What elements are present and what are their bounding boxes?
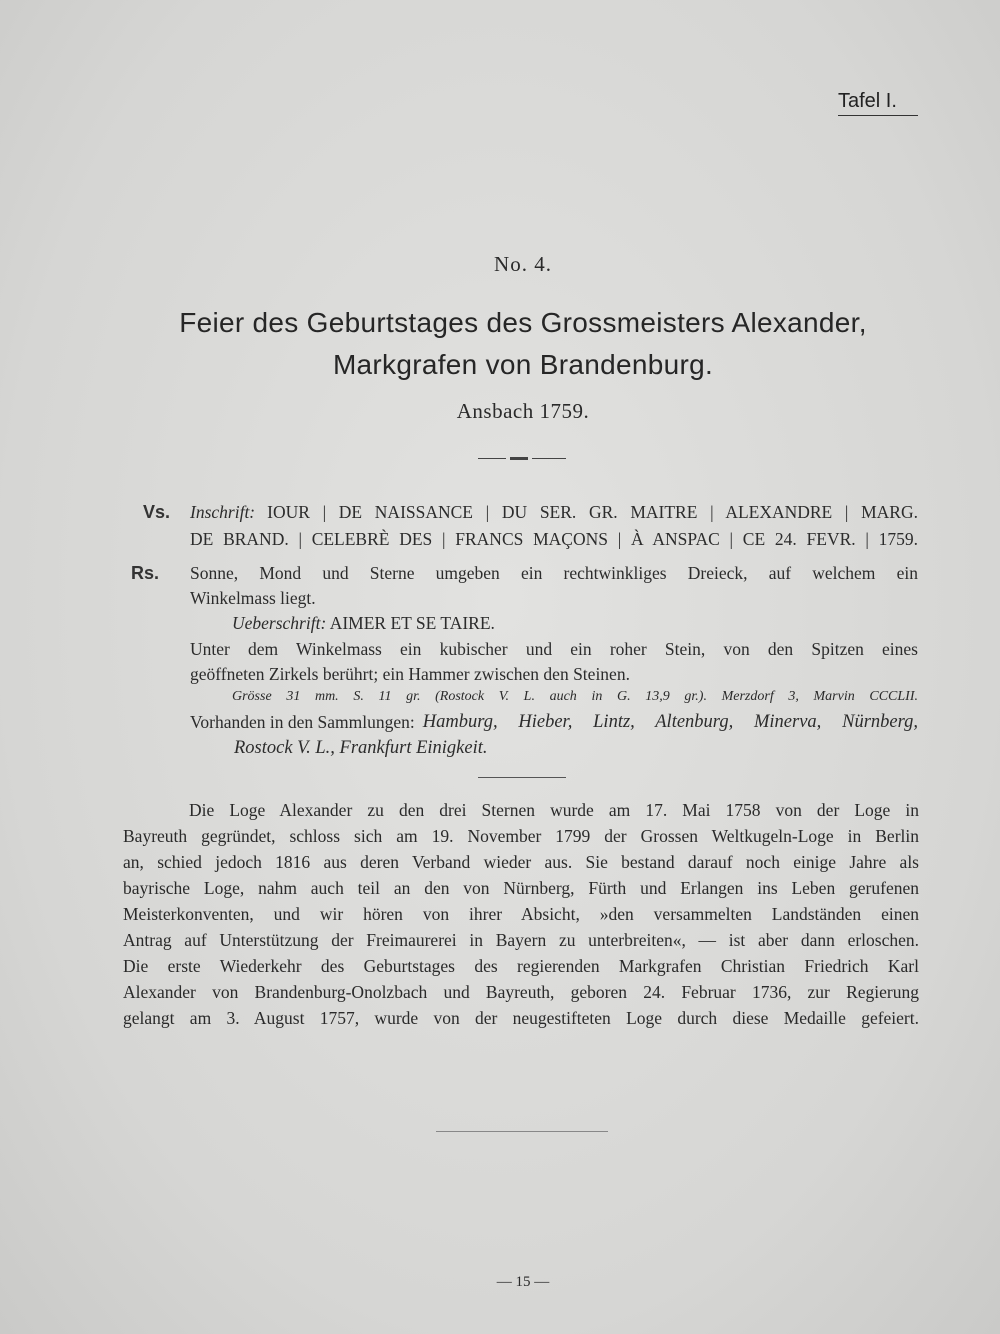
item-number: No. 4. (494, 252, 552, 276)
reverse-motto-line (232, 613, 495, 634)
reverse-heading: Ueberschrift: (232, 613, 327, 633)
plate-label: Tafel I. (838, 90, 918, 116)
obverse-inscription-2: DE BRAND. | CELEBRÈ DES | FRANCS MAÇONS | À ANSPAC | CE 24. FEVR. | 1759. (190, 529, 918, 549)
paragraph-line: bayrische Loge, nahm auch teil an den von Nürnberg, Fürth und Erlangen ins Leben gerufenen (123, 878, 919, 898)
paragraph-line: Antrag auf Unterstützung der Freimaurerei in Bayern zu unterbreiten«, — ist aber dann erloschen. (123, 930, 919, 950)
collections-list-2: Rostock V. L., Frankfurt Einigkeit. (234, 738, 488, 758)
obverse-heading: Inschrift: (190, 502, 256, 522)
reverse-line-2: Winkelmass liegt. (190, 588, 316, 608)
reverse-line-1: Sonne, Mond und Sterne umgeben ein rechtwinkliges Dreieck, auf welchem ein (190, 563, 918, 583)
collections-list-1: Hamburg, Hieber, Lintz, Altenburg, Minerva, Nürnberg, (422, 712, 918, 732)
obverse-inscription-1: IOUR | DE NAISSANCE | DU SER. GR. MAITRE | ALEXANDRE | MARG. (267, 502, 918, 522)
collections-prefix: Vorhanden in den Sammlungen: (190, 712, 415, 732)
collections-line-1 (190, 712, 918, 733)
paragraph-line: Die Loge Alexander zu den drei Sternen wurde am 17. Mai 1758 von der Loge in (189, 800, 919, 820)
paragraph-line: Alexander von Brandenburg-Onolzbach und Bayreuth, geboren 24. Februar 1736, zur Regierung (123, 982, 919, 1002)
ornamental-divider (478, 457, 566, 460)
paragraph-line: Die erste Wiederkehr des Geburtstages des regierenden Markgrafen Christian Friedrich Karl (123, 956, 919, 976)
title-line-1: Feier des Geburtstages des Grossmeisters Alexander, (179, 307, 867, 338)
page-number: — 15 — (496, 1274, 550, 1290)
history-paragraph (123, 797, 919, 1031)
obverse-line-1 (190, 502, 918, 523)
paragraph-line: gelangt am 3. August 1757, wurde von der neugestifteten Loge durch diese Medaille gefeiert. (123, 1008, 919, 1028)
reverse-line-4: geöffneten Zirkels berührt; ein Hammer zwischen den Steinen. (190, 664, 630, 684)
title-line-2: Markgrafen von Brandenburg. (332, 349, 714, 380)
place-date: Ansbach 1759. (456, 399, 590, 423)
reverse-label: Rs. (131, 563, 160, 583)
paragraph-line: Meisterkonventen, und wir hören von ihrer Absicht, »den versammelten Landständen einen (123, 904, 919, 924)
reverse-motto: AIMER ET SE TAIRE. (329, 613, 495, 633)
section-rule (478, 777, 566, 778)
obverse-label: Vs. (143, 502, 171, 522)
closing-rule (436, 1131, 608, 1132)
paragraph-line: Bayreuth gegründet, schloss sich am 19. November 1799 der Grossen Weltkugeln-Loge in Berlin (123, 826, 919, 846)
paragraph-line: an, schied jedoch 1816 aus deren Verband wieder aus. Sie bestand darauf noch einige Jahre als (123, 852, 919, 872)
size-note: Grösse 31 mm. S. 11 gr. (Rostock V. L. auch in G. 13,9 gr.). Merzdorf 3, Marvin CCCLII. (232, 689, 918, 704)
reverse-line-3: Unter dem Winkelmass ein kubischer und ein roher Stein, von den Spitzen eines (190, 639, 918, 659)
